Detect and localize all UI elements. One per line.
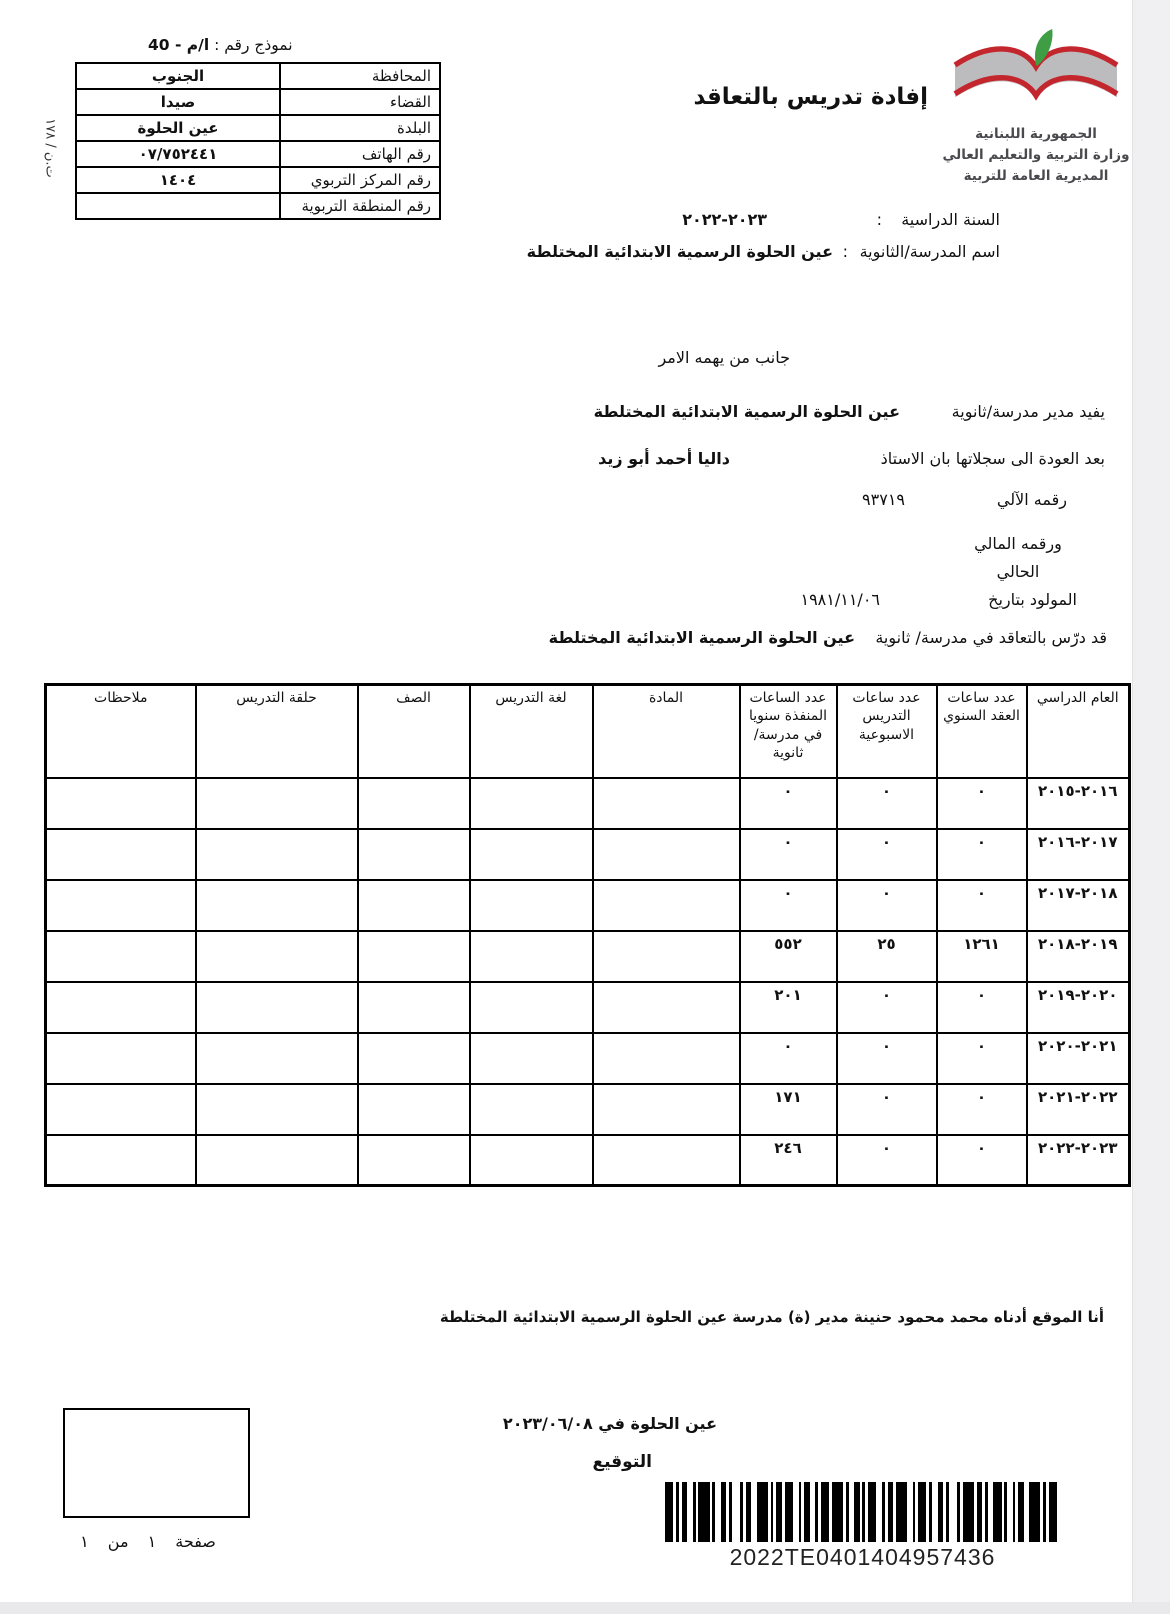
hours-cell-subject [593, 1135, 740, 1186]
hours-cell-cycle [196, 880, 358, 931]
info-value: عين الحلوة [76, 115, 280, 141]
hours-cell-annual: ٠ [937, 1135, 1027, 1186]
principal-school-name: عين الحلوة الرسمية الابتدائية المختلطة [593, 402, 900, 421]
hours-cell-notes [46, 931, 196, 982]
hours-cell-cycle [196, 1033, 358, 1084]
info-label: رقم المركز التربوي [280, 167, 440, 193]
col-header-teaching-cycle: حلقة التدريس [196, 685, 358, 778]
side-reference-number: ت.ن / ١٧٨ [42, 118, 58, 178]
hours-cell-executed: ١٧١ [740, 1084, 837, 1135]
hours-cell-cycle [196, 1135, 358, 1186]
auto-number-label: رقمه الآلي [996, 490, 1067, 509]
info-value: الجنوب [76, 63, 280, 89]
hours-cell-subject [593, 1033, 740, 1084]
hours-cell-year: ٢٠١٦-٢٠١٥ [1027, 778, 1130, 829]
hours-cell-language [470, 982, 593, 1033]
hours-cell-year: ٢٠١٨-٢٠١٧ [1027, 880, 1130, 931]
financial-number-label [959, 530, 1077, 586]
hours-cell-year: ٢٠٢٣-٢٠٢٢ [1027, 1135, 1130, 1186]
hours-cell-weekly: ٠ [837, 829, 937, 880]
hours-cell-cycle [196, 982, 358, 1033]
hours-cell-annual: ٠ [937, 982, 1027, 1033]
hours-cell-notes [46, 1135, 196, 1186]
location-info-table [75, 62, 441, 220]
logo-line-ministry: وزارة التربية والتعليم العالي [942, 146, 1130, 163]
birth-date-label: المولود بتاريخ [988, 590, 1077, 609]
hours-table-row [46, 829, 1130, 880]
page-title: إفادة تدريس بالتعاقد [693, 84, 928, 110]
scan-edge-bottom [0, 1602, 1170, 1614]
hours-table-row [46, 1033, 1130, 1084]
school-name-label: اسم المدرسة/الثانوية [859, 242, 1000, 261]
school-name-value: عين الحلوة الرسمية الابتدائية المختلطة [526, 242, 833, 261]
hours-cell-class [358, 931, 470, 982]
hours-cell-executed: ٠ [740, 1033, 837, 1084]
hours-cell-annual: ١٢٦١ [937, 931, 1027, 982]
hours-cell-weekly: ٠ [837, 1084, 937, 1135]
taught-school-name: عين الحلوة الرسمية الابتدائية المختلطة [548, 628, 855, 647]
school-year-label: السنة الدراسية [901, 210, 1000, 229]
records-statement-label: بعد العودة الى سجلاتها بان الاستاذ [880, 449, 1105, 468]
hours-table-row [46, 880, 1130, 931]
table-row [76, 193, 440, 219]
hours-cell-subject [593, 829, 740, 880]
info-label: القضاء [280, 89, 440, 115]
hours-cell-executed: ٠ [740, 778, 837, 829]
hours-cell-weekly: ٢٥ [837, 931, 937, 982]
hours-cell-language [470, 880, 593, 931]
info-value [76, 193, 280, 219]
hours-cell-weekly: ٠ [837, 880, 937, 931]
hours-cell-cycle [196, 778, 358, 829]
hours-cell-class [358, 1135, 470, 1186]
hours-cell-year: ٢٠٢٠-٢٠١٩ [1027, 982, 1130, 1033]
col-header-class: الصف [358, 685, 470, 778]
hours-cell-language [470, 1135, 593, 1186]
info-label: رقم المنطقة التربوية [280, 193, 440, 219]
hours-table-row [46, 778, 1130, 829]
col-header-weekly-teaching-hours: عدد ساعات التدريس الاسبوعية [837, 685, 937, 778]
financial-number-label-line2: الحالي [996, 562, 1040, 581]
hours-cell-annual: ٠ [937, 1084, 1027, 1135]
hours-cell-class [358, 880, 470, 931]
hours-cell-cycle [196, 829, 358, 880]
taught-statement-label: قد درّس بالتعاقد في مدرسة/ ثانوية [875, 628, 1107, 647]
signature-label: التوقيع [592, 1452, 652, 1472]
logo-line-republic: الجمهورية اللبنانية [975, 126, 1097, 142]
info-value: ١٤٠٤ [76, 167, 280, 193]
school-year-value: ٢٠٢٣-٢٠٢٢ [682, 210, 767, 229]
hours-cell-year: ٢٠٢٢-٢٠٢١ [1027, 1084, 1130, 1135]
info-label: رقم الهاتف [280, 141, 440, 167]
hours-cell-class [358, 982, 470, 1033]
hours-cell-executed: ٢٠١ [740, 982, 837, 1033]
col-header-annual-contract-hours: عدد ساعات العقد السنوي [937, 685, 1027, 778]
table-row [76, 167, 440, 193]
hours-cell-language [470, 1033, 593, 1084]
form-number-value: ا/م - 40 [148, 36, 210, 54]
hours-cell-weekly: ٠ [837, 1033, 937, 1084]
hours-cell-notes [46, 1033, 196, 1084]
table-row [76, 115, 440, 141]
table-row [76, 141, 440, 167]
hours-table-row [46, 1135, 1130, 1186]
hours-cell-notes [46, 1084, 196, 1135]
hours-cell-notes [46, 880, 196, 931]
hours-cell-class [358, 1033, 470, 1084]
principal-statement-label: يفيد مدير مدرسة/ثانوية [951, 402, 1105, 421]
hours-cell-cycle [196, 931, 358, 982]
page-count: صفحة ١ من ١ [80, 1532, 216, 1551]
hours-cell-weekly: ٠ [837, 982, 937, 1033]
hours-cell-notes [46, 829, 196, 880]
hours-cell-notes [46, 982, 196, 1033]
hours-cell-year: ٢٠١٧-٢٠١٦ [1027, 829, 1130, 880]
hours-cell-language [470, 778, 593, 829]
hours-header-row [46, 685, 1130, 778]
hours-cell-year: ٢٠٢١-٢٠٢٠ [1027, 1033, 1130, 1084]
hours-cell-executed: ٠ [740, 829, 837, 880]
scan-edge-right [1132, 0, 1170, 1614]
barcode [665, 1482, 1060, 1542]
hours-cell-year: ٢٠١٩-٢٠١٨ [1027, 931, 1130, 982]
info-value: ٠٧/٧٥٢٤٤١ [76, 141, 280, 167]
hours-cell-annual: ٠ [937, 778, 1027, 829]
info-label: البلدة [280, 115, 440, 141]
hours-cell-subject [593, 982, 740, 1033]
hours-cell-language [470, 931, 593, 982]
hours-cell-weekly: ٠ [837, 778, 937, 829]
logo-line-directorate: المديرية العامة للتربية [963, 167, 1109, 184]
financial-number-label-line1: ورقمه المالي [974, 534, 1062, 553]
auto-number-value: ٩٣٧١٩ [862, 490, 905, 509]
hours-cell-subject [593, 1084, 740, 1135]
to-whom-line: جانب من يهمه الامر [658, 348, 790, 367]
table-row [76, 89, 440, 115]
colon: : [842, 242, 848, 261]
hours-cell-language [470, 829, 593, 880]
hours-cell-class [358, 1084, 470, 1135]
hours-cell-cycle [196, 1084, 358, 1135]
hours-table-row [46, 1084, 1130, 1135]
hours-cell-executed: ٥٥٢ [740, 931, 837, 982]
place-and-date: عين الحلوة في ٢٠٢٣/٠٦/٠٨ [502, 1414, 717, 1433]
hours-cell-class [358, 829, 470, 880]
colon: : [876, 210, 882, 229]
open-book-logo-icon [935, 26, 1137, 122]
col-header-subject: المادة [593, 685, 740, 778]
hours-cell-subject [593, 880, 740, 931]
col-header-notes: ملاحظات [46, 685, 196, 778]
hours-cell-annual: ٠ [937, 880, 1027, 931]
form-number-line [148, 36, 293, 54]
hours-table-row [46, 982, 1130, 1033]
hours-cell-executed: ٠ [740, 880, 837, 931]
hours-cell-class [358, 778, 470, 829]
col-header-executed-hours: عدد الساعات المنفذة سنويا في مدرسة/ثانوية [740, 685, 837, 778]
teaching-hours-table [44, 683, 1131, 1187]
hours-cell-language [470, 1084, 593, 1135]
hours-cell-notes [46, 778, 196, 829]
birth-date-value: ١٩٨١/١١/٠٦ [800, 590, 880, 609]
hours-cell-annual: ٠ [937, 1033, 1027, 1084]
hours-cell-weekly: ٠ [837, 1135, 937, 1186]
info-label: المحافظة [280, 63, 440, 89]
table-row [76, 63, 440, 89]
form-number-label: نموذج رقم : [214, 36, 293, 54]
info-value: صيدا [76, 89, 280, 115]
hours-cell-annual: ٠ [937, 829, 1027, 880]
hours-table-row [46, 931, 1130, 982]
col-header-school-year: العام الدراسي [1027, 685, 1130, 778]
ministry-logo [935, 26, 1137, 187]
col-header-teaching-language: لغة التدريس [470, 685, 593, 778]
hours-cell-subject [593, 778, 740, 829]
stamp-box [63, 1408, 250, 1518]
director-declaration: أنا الموقع أدناه محمد محمود حنينة مدير (ة) مدرسة عين الحلوة الرسمية الابتدائية المختلطة [439, 1308, 1104, 1326]
barcode-text: 2022TE0401404957436 [729, 1544, 996, 1570]
hours-cell-subject [593, 931, 740, 982]
teacher-name: داليا أحمد أبو زيد [598, 449, 730, 468]
hours-cell-executed: ٢٤٦ [740, 1135, 837, 1186]
